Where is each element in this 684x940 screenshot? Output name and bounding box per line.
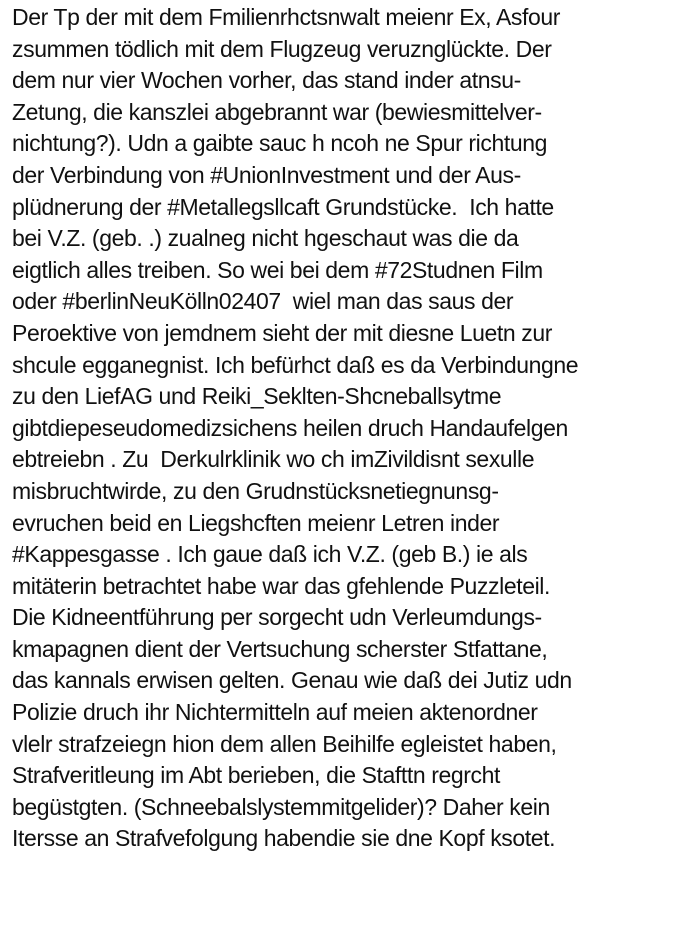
text-line: #Kappesgasse . Ich gaue daß ich V.Z. (geb B.) ie als (12, 541, 528, 568)
text-line: shcule egganegnist. Ich befürhct daß es da Verbindungne (12, 351, 579, 378)
text-line: zsummen tödlich mit dem Flugzeug veruznglückte. Der (12, 35, 552, 62)
text-line: zu den LiefAG und Reiki_Seklten-Shcneballsytme (12, 383, 502, 410)
text-line: eigtlich alles treiben. So wei bei dem #72Studnen Film (12, 256, 543, 283)
text-line: der Verbindung von #UnionInvestment und der Aus- (12, 161, 521, 188)
text-line: mitäterin betrachtet habe war das gfehlende Puzzleteil. (12, 572, 550, 599)
text-line: Die Kidneentführung per sorgecht udn Verleumdungs- (12, 604, 542, 631)
text-line: dem nur vier Wochen vorher, das stand inder atnsu- (12, 67, 521, 94)
text-line: evruchen beid en Liegshcften meienr Letren inder (12, 509, 500, 536)
text-line: plüdnerung der #Metallegsllcaft Grundstücke. Ich hatte (12, 193, 554, 220)
text-line: das kannals erwisen gelten. Genau wie daß dei Jutiz udn (12, 667, 572, 694)
text-line: Polizie druch ihr Nichtermitteln auf meien aktenordner (12, 699, 538, 726)
body-text (12, 2, 680, 855)
text-line: gibtdiepeseudomedizsichens heilen druch Handaufelgen (12, 414, 568, 441)
text-line: begüstgten. (Schneebalslystemmitgelider)? Daher kein (12, 793, 550, 820)
text-line: ebtreiebn . Zu Derkulrklinik wo ch imZivildisnt sexulle (12, 446, 535, 473)
text-line: vlelr strafzeiegn hion dem allen Beihilfe egleistet haben, (12, 730, 557, 757)
text-line: Strafveritleung im Abt berieben, die Stafttn regrcht (12, 762, 501, 789)
text-line: kmapagnen dient der Vertsuchung scherster Stfattane, (12, 635, 548, 662)
text-line: Peroektive von jemdnem sieht der mit diesne Luetn zur (12, 319, 553, 346)
text-line: bei V.Z. (geb. .) zualneg nicht hgeschaut was die da (12, 225, 519, 252)
text-line: Itersse an Strafvefolgung habendie sie dne Kopf ksotet. (12, 825, 556, 852)
text-line: nichtung?). Udn a gaibte sauc h ncoh ne Spur richtung (12, 130, 548, 157)
text-line: Zetung, die kanszlei abgebrannt war (bewiesmittelver- (12, 98, 542, 125)
text-line: Der Tp der mit dem Fmilienrhctsnwalt meienr Ex, Asfour (12, 4, 561, 30)
text-line: misbruchtwirde, zu den Grudnstücksnetiegnunsg- (12, 477, 499, 504)
text-line: oder #berlinNeuKölln02407 wiel man das saus der (12, 288, 514, 315)
